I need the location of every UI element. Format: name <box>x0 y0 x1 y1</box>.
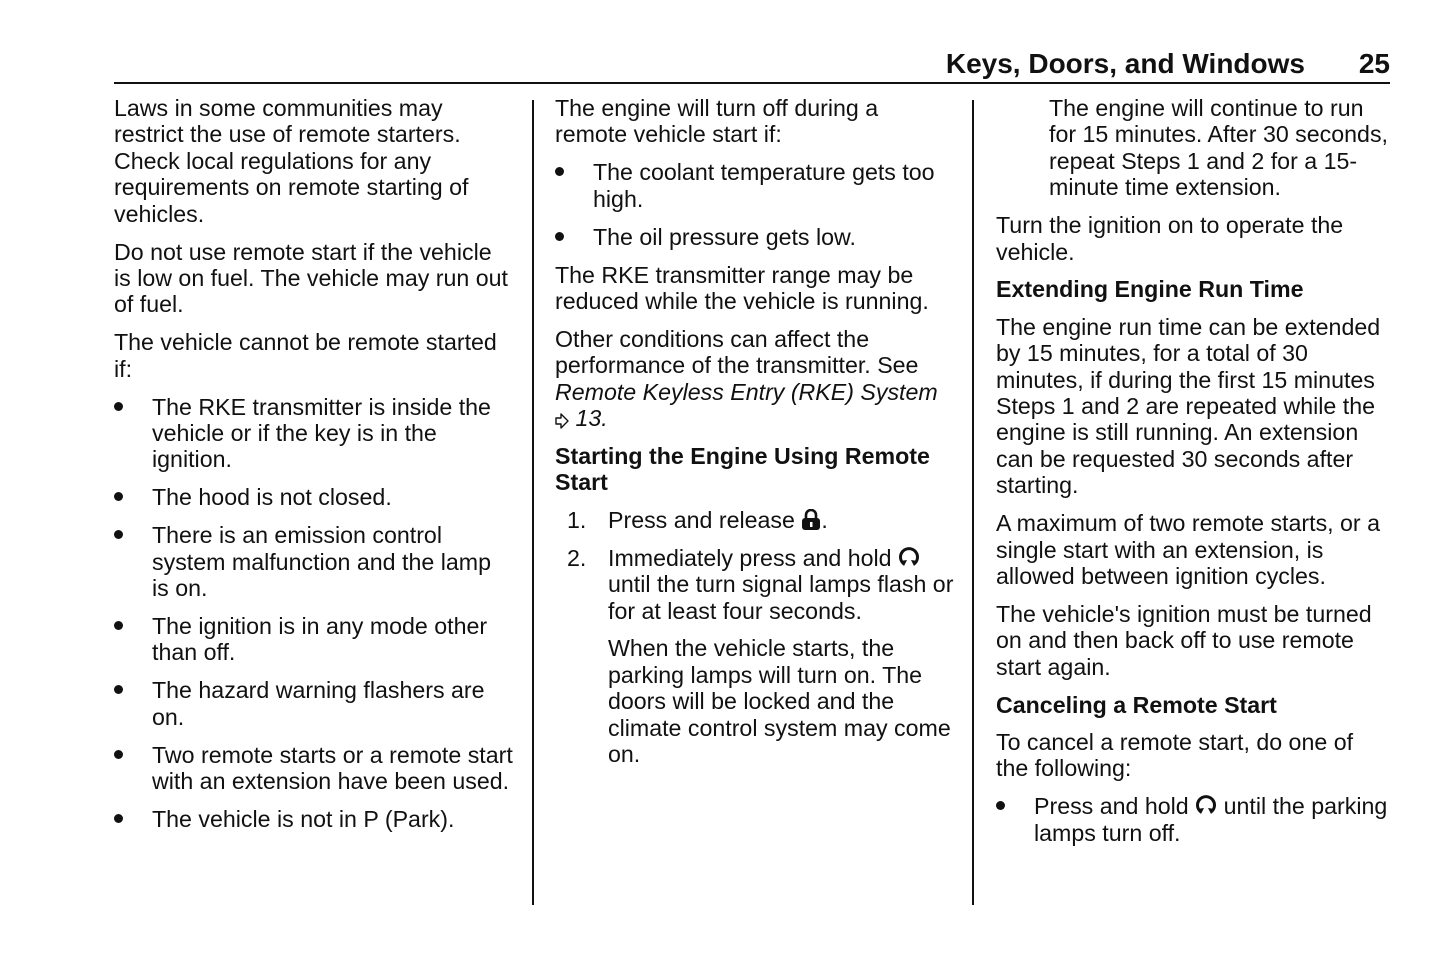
bullet-icon <box>114 402 123 411</box>
bullet-icon <box>114 492 123 501</box>
step-list <box>555 507 955 624</box>
list-item: The ignition is in any mode other than off. <box>114 613 514 666</box>
section-heading: Extending Engine Run Time <box>996 276 1304 303</box>
list-item: 1. Press and release . <box>567 506 828 533</box>
list-item: Press and hold until the parking lamps turn off. <box>996 793 1390 846</box>
column-2 <box>555 95 955 779</box>
paragraph: The vehicle cannot be remote started if: <box>114 329 497 382</box>
paragraph: To cancel a remote start, do one of the following: <box>996 729 1354 782</box>
list-item: The vehicle is not in P (Park). <box>114 806 514 832</box>
bullet-icon <box>114 530 123 539</box>
list-item: The hood is not closed. <box>114 484 514 510</box>
paragraph: Do not use remote start if the vehicle is low on fuel. The vehicle may run out of fuel. <box>114 238 508 318</box>
bullet-icon <box>555 167 564 176</box>
column-divider <box>532 100 534 905</box>
page-header <box>114 46 1390 84</box>
paragraph: The engine run time can be extended by 15 minutes, for a total of 30 minutes, if during the first 15 minutes Steps 1 and 2 are repeated while the engine is still running. An extension can be requested 30 seconds after starting. <box>996 313 1381 499</box>
bullet-icon <box>114 814 123 823</box>
bullet-list <box>555 159 955 250</box>
section-heading: Canceling a Remote Start <box>996 691 1277 718</box>
paragraph: Turn the ignition on to operate the vehicle. <box>996 212 1344 265</box>
section-heading: Starting the Engine Using Remote Start <box>555 442 930 496</box>
remote-start-icon <box>898 547 920 569</box>
list-item: Two remote starts or a remote start with an extension have been used. <box>114 742 514 795</box>
paragraph: The RKE transmitter range may be reduced while the vehicle is running. <box>555 261 929 314</box>
paragraph: The engine will turn off during a remote vehicle start if: <box>555 95 879 148</box>
column-divider <box>972 100 974 905</box>
paragraph: The vehicle's ignition must be turned on and then back off to use remote start again. <box>996 600 1372 680</box>
page-reference-arrow-icon <box>555 413 569 429</box>
list-item: The oil pressure gets low. <box>555 224 955 250</box>
bullet-icon <box>114 750 123 759</box>
bullet-icon <box>555 232 564 241</box>
paragraph: A maximum of two remote starts, or a single start with an extension, is allowed between ignition cycles. <box>996 510 1380 589</box>
column-3 <box>996 95 1390 858</box>
list-item: 2. Immediately press and hold until the turn signal lamps flash or for at least four seconds. <box>567 544 954 624</box>
bullet-icon <box>996 801 1005 810</box>
bullet-icon <box>114 621 123 630</box>
list-item: The coolant temperature gets too high. <box>555 159 955 212</box>
bullet-list <box>114 394 514 833</box>
list-item: The RKE transmitter is inside the vehicle or if the key is in the ignition. <box>114 394 514 473</box>
bullet-icon <box>114 685 123 694</box>
lock-icon <box>801 509 821 531</box>
list-item: The hazard warning flashers are on. <box>114 677 514 730</box>
reference-page: 13 <box>575 405 602 432</box>
column-1 <box>114 95 514 844</box>
paragraph: Laws in some communities may restrict the use of remote starters. Check local regulations for any requirements on remote starting of vehicles. <box>114 95 469 227</box>
page-number: 25 <box>1358 48 1390 79</box>
list-item: There is an emission control system malfunction and the lamp is on. <box>114 522 514 601</box>
remote-start-icon <box>1195 795 1217 817</box>
paragraph: Other conditions can affect the performance of the transmitter. See Remote Keyless Entry (RKE) System 13. <box>555 325 938 432</box>
step-note: When the vehicle starts, the parking lamps will turn on. The doors will be locked and the climate control system may come on. <box>608 635 951 768</box>
section-title: Keys, Doors, and Windows <box>945 48 1305 79</box>
bullet-list <box>996 793 1390 846</box>
step-note: The engine will continue to run for 15 minutes. After 30 seconds, repeat Steps 1 and 2 for a 15-minute time extension. <box>1049 95 1388 201</box>
cross-reference-link[interactable]: Remote Keyless Entry (RKE) System <box>555 378 938 405</box>
